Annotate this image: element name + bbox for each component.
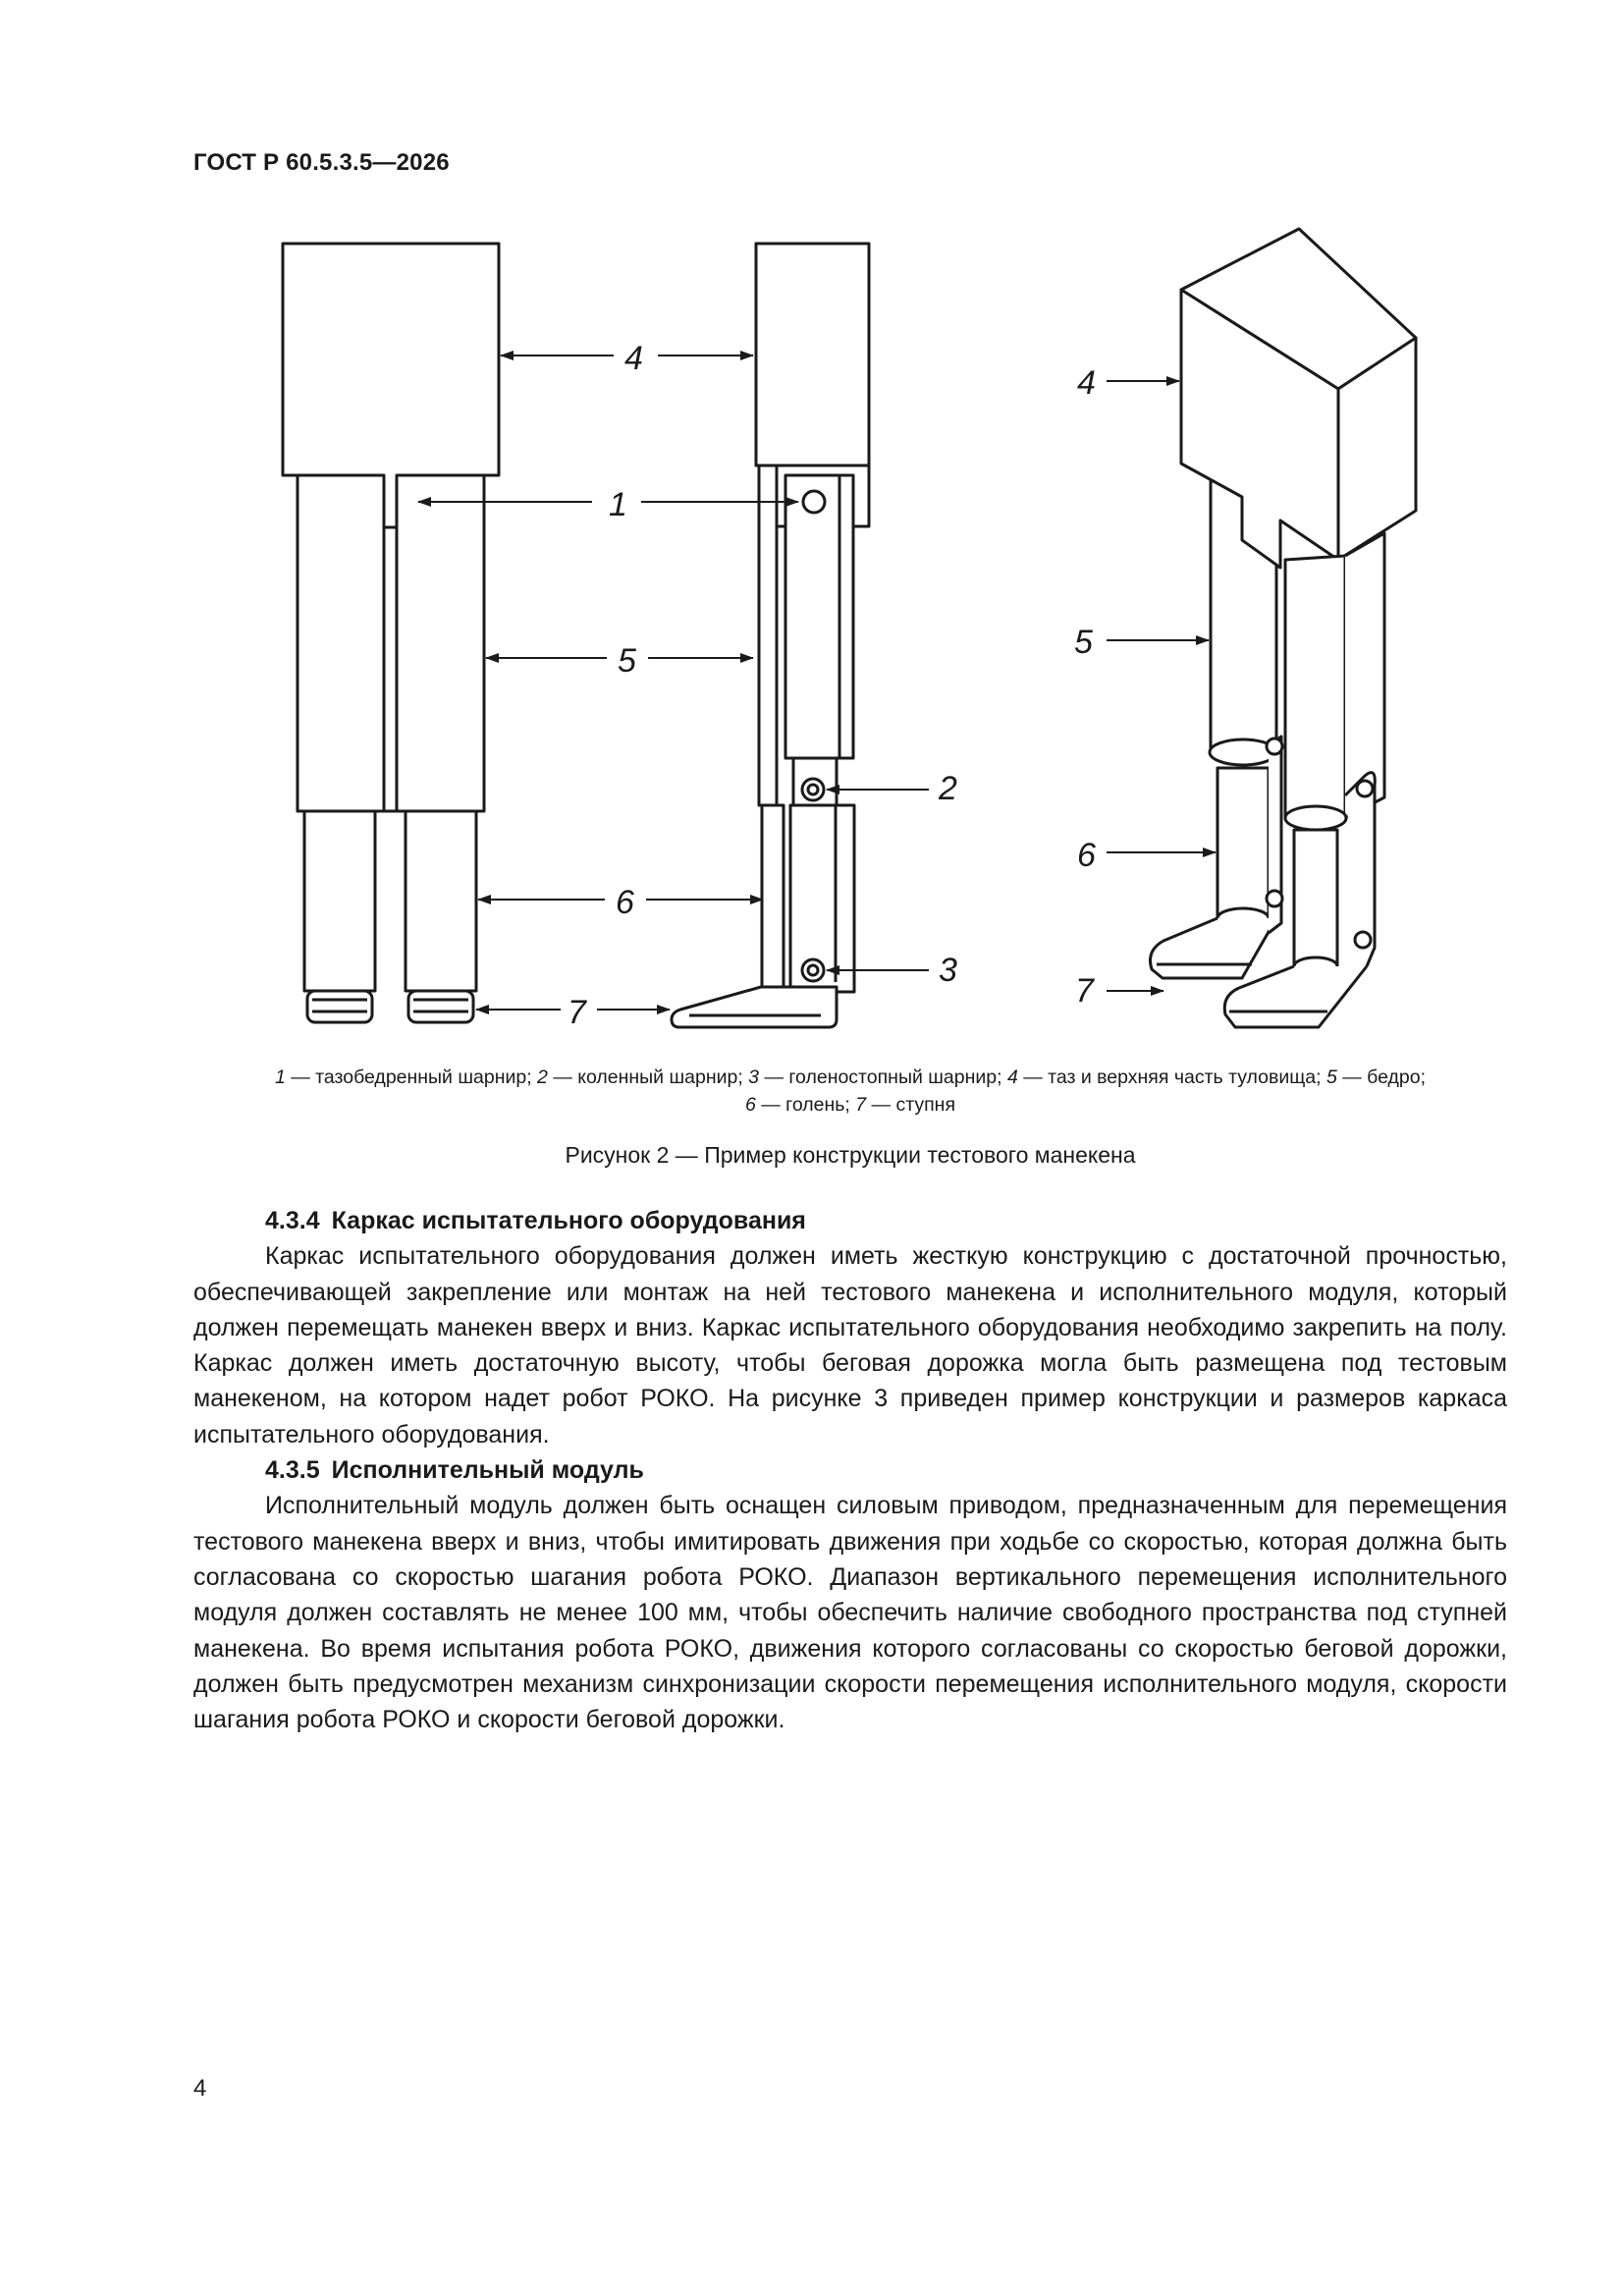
side-thigh-bar bbox=[759, 465, 777, 805]
front-shin-right bbox=[406, 811, 476, 991]
side-foot bbox=[672, 987, 837, 1027]
ankle-joint bbox=[802, 959, 824, 981]
front-hip-strut bbox=[384, 527, 397, 811]
figure-caption: Рисунок 2 — Пример конструкции тестового манекена bbox=[565, 1142, 1136, 1168]
side-shin-bar bbox=[762, 805, 784, 992]
legend-item: 4 — таз и верхняя часть туловища; bbox=[1006, 1066, 1326, 1088]
legend-item: 3 — голеностопный шарнир; bbox=[748, 1066, 1007, 1088]
callout-5-front: 5 bbox=[618, 642, 636, 680]
section-paragraph: Каркас испытательного оборудования должен иметь жесткую конструкцию с достаточной прочностью, обеспечивающей закрепление или монтаж на ней тестового манекена и исполнительного модуля, который должен перемещать манекен вверх и вниз. Каркас испытательного оборудования необходимо закрепить на полу. Каркас должен иметь достаточную высоту, чтобы беговая дорожка могла быть размещена под тестовым манекеном, на котором надет робот РОКО. На рисунке 3 приведен пример конструкции и размеров каркаса испытательного оборудования. bbox=[193, 1242, 1507, 1449]
iso-view bbox=[1151, 229, 1417, 1027]
callout-3: 3 bbox=[939, 952, 957, 989]
legend-item: 6 — голень; bbox=[744, 1094, 856, 1116]
body-text bbox=[193, 1203, 1507, 1737]
mannequin-drawing bbox=[0, 0, 1623, 1139]
callout-1: 1 bbox=[609, 486, 627, 523]
front-foot-right bbox=[408, 991, 473, 1022]
hip-joint bbox=[803, 491, 825, 513]
legend-item: 2 — коленный шарнир; bbox=[537, 1066, 749, 1088]
legend-item: 7 — ступня bbox=[855, 1094, 956, 1116]
section-paragraph: Исполнительный модуль должен быть оснащен силовым приводом, предназначенным для перемещения тестового манекена вверх и вниз, чтобы имитировать движения при ходьбе со скоростью, которая должна быть согласована со скоростью шагания робота РОКО. Диапазон вертикального перемещения исполнительного модуля должен составлять не менее 100 мм, чтобы обеспечить наличие свободного пространства под ступней манекена. Во время испытания робота РОКО, движения которого согласованы со скоростью беговой дорожки, должен быть предусмотрен механизм синхронизации скорости перемещения исполнительного модуля, скорости шагания робота РОКО и скорости беговой дорожки. bbox=[193, 1492, 1507, 1734]
callout-7-front: 7 bbox=[568, 994, 586, 1031]
callout-7-iso: 7 bbox=[1075, 972, 1094, 1010]
callout-6-iso: 6 bbox=[1077, 837, 1096, 874]
section-heading: 4.3.5 Исполнительный модуль bbox=[265, 1456, 644, 1485]
callout-2: 2 bbox=[939, 770, 957, 807]
front-thigh-left bbox=[298, 475, 384, 811]
callout-6-front: 6 bbox=[616, 884, 634, 921]
figure-legend bbox=[193, 1064, 1507, 1119]
front-shin-left bbox=[304, 811, 375, 991]
side-thigh-body bbox=[785, 475, 853, 758]
figure-2-mannequin bbox=[0, 0, 1623, 1139]
front-view bbox=[283, 244, 499, 1022]
side-torso bbox=[756, 244, 869, 465]
legend-item: 5 — бедро; bbox=[1325, 1066, 1427, 1088]
callout-5-iso: 5 bbox=[1074, 624, 1093, 661]
front-foot-left bbox=[307, 991, 372, 1022]
front-thigh-right bbox=[397, 475, 484, 811]
callout-4-front: 4 bbox=[624, 340, 643, 377]
knee-joint bbox=[802, 779, 824, 800]
side-view bbox=[672, 244, 869, 1027]
legend-item: 1 — тазобедренный шарнир; bbox=[274, 1066, 538, 1088]
document-header: ГОСТ Р 60.5.3.5—2026 bbox=[193, 149, 450, 176]
callout-4-iso: 4 bbox=[1077, 364, 1096, 402]
section-heading: 4.3.4 Каркас испытательного оборудования bbox=[265, 1207, 806, 1234]
page-number: 4 bbox=[193, 2075, 207, 2102]
